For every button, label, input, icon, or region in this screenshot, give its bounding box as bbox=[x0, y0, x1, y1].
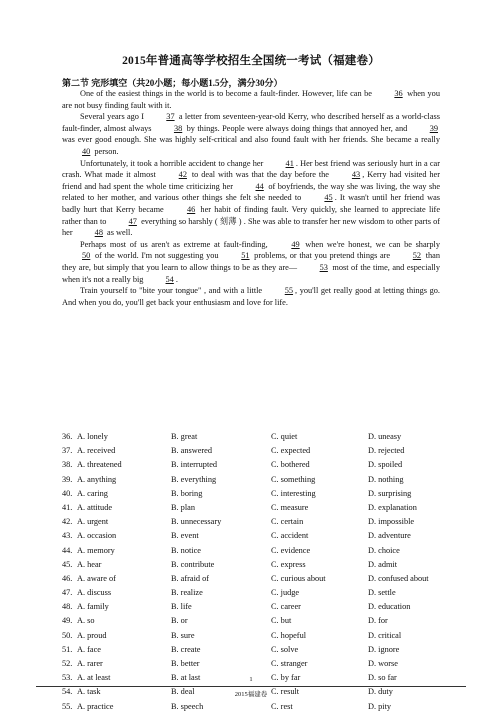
question-number: 40. bbox=[62, 488, 73, 498]
option-row bbox=[62, 475, 462, 489]
passage-text: Several years ago I bbox=[80, 112, 147, 122]
option-d: D. surprising bbox=[368, 488, 412, 498]
passage-text: was ever good enough. She was highly self-critical and also found fault with her friends. She became a really bbox=[62, 135, 440, 145]
option-d: D. for bbox=[368, 616, 388, 626]
option-d: D. worse bbox=[368, 659, 398, 668]
passage-paragraph bbox=[62, 285, 440, 308]
option-c: C. interesting bbox=[271, 488, 316, 498]
option-b: B. speech bbox=[171, 701, 204, 711]
option-row bbox=[62, 531, 462, 545]
option-b: B. event bbox=[171, 531, 199, 541]
option-c: C. hopeful bbox=[271, 630, 307, 640]
blank-number: 49 bbox=[291, 239, 300, 249]
passage-paragraph bbox=[62, 158, 440, 239]
option-d: D. nothing bbox=[368, 474, 404, 484]
question-number: 46. bbox=[62, 573, 73, 583]
passage-paragraph bbox=[62, 111, 440, 157]
blank-number: 52 bbox=[412, 251, 422, 261]
option-c: C. result bbox=[271, 687, 300, 697]
passage-text: to deal with was that the day before the bbox=[188, 170, 332, 180]
option-a: A. occasion bbox=[77, 531, 117, 541]
option-c: C. measure bbox=[271, 502, 309, 512]
option-c: C. bothered bbox=[271, 460, 310, 470]
passage-text: . Her best friend was seriously hurt in a car crash. What made it almost bbox=[62, 158, 440, 180]
question-number: 38. bbox=[62, 460, 73, 470]
option-row bbox=[62, 702, 462, 716]
option-d: D. settle bbox=[368, 588, 396, 598]
option-d: D. critical bbox=[368, 630, 402, 640]
option-a: A. lonely bbox=[77, 432, 108, 441]
option-a: A. so bbox=[77, 616, 95, 626]
question-number: 36. bbox=[62, 432, 73, 441]
option-c: C. something bbox=[271, 474, 316, 484]
option-c: C. rest bbox=[271, 701, 293, 711]
question-number: 55. bbox=[62, 701, 73, 711]
option-b: B. plan bbox=[171, 502, 195, 512]
option-row bbox=[62, 446, 462, 460]
option-row bbox=[62, 645, 462, 659]
passage-text: as well. bbox=[104, 228, 133, 238]
blank-number: 48 bbox=[94, 228, 103, 238]
blank-number: 53 bbox=[319, 262, 328, 272]
footer-text: 2015福建卷 bbox=[234, 691, 268, 698]
option-c: C. accident bbox=[271, 531, 309, 541]
passage-text: Perhaps most of us aren't as extreme at fault-finding, bbox=[80, 239, 272, 249]
passage-text: Train yourself to "bite your tongue" , and with a little bbox=[80, 286, 265, 296]
option-d: D. so far bbox=[368, 673, 397, 683]
option-c: C. stranger bbox=[271, 659, 308, 668]
blank-number: 43 bbox=[351, 170, 361, 180]
blank-number: 45 bbox=[324, 193, 333, 203]
option-d: D. uneasy bbox=[368, 432, 402, 441]
option-row bbox=[62, 503, 462, 517]
option-c: C. solve bbox=[271, 644, 299, 654]
passage-text: when you are not busy finding fault with it. bbox=[62, 89, 440, 110]
option-row bbox=[62, 602, 462, 616]
question-number: 42. bbox=[62, 517, 73, 527]
option-b: B. create bbox=[171, 644, 201, 654]
option-b: B. realize bbox=[171, 588, 203, 598]
option-b: B. deal bbox=[171, 687, 195, 697]
page-number: 1 bbox=[249, 676, 253, 683]
option-d: D. rejected bbox=[368, 446, 405, 456]
option-row bbox=[62, 460, 462, 474]
option-c: C. by far bbox=[271, 673, 301, 683]
question-number: 39. bbox=[62, 474, 73, 484]
option-a: A. threatened bbox=[77, 460, 122, 470]
option-a: A. received bbox=[77, 446, 116, 456]
passage-text: when we're honest, we can be sharply bbox=[301, 239, 440, 249]
passage-text: , you'll get really good at letting things go. And when you do, you'll get back your enthusiasm and love for life. bbox=[62, 286, 440, 307]
passage-text: by things. People were always doing things that annoyed her, and bbox=[184, 123, 410, 133]
passage-text: person. bbox=[92, 146, 119, 156]
option-c: C. career bbox=[271, 602, 301, 612]
passage-text: most of the time, and especially when it's not a really big bbox=[62, 262, 440, 284]
blank-number: 50 bbox=[82, 251, 91, 261]
cloze-passage bbox=[62, 88, 440, 308]
option-d: D. education bbox=[368, 602, 411, 612]
option-b: B. contribute bbox=[171, 559, 215, 569]
option-b: B. or bbox=[171, 616, 188, 626]
option-a: A. task bbox=[77, 687, 101, 697]
question-number: 41. bbox=[62, 502, 73, 512]
passage-paragraph bbox=[62, 88, 440, 111]
option-a: A. rarer bbox=[77, 659, 103, 668]
passage-text: of boyfriends, the way she was living, the way she related to her mother, and various other things she felt she needed to bbox=[62, 181, 440, 203]
option-a: A. proud bbox=[77, 630, 107, 640]
option-b: B. interrupted bbox=[171, 460, 218, 470]
option-b: B. notice bbox=[171, 545, 201, 555]
passage-text: of the world. I'm not suggesting you bbox=[92, 251, 222, 261]
option-c: C. quiet bbox=[271, 432, 298, 441]
option-d: D. duty bbox=[368, 687, 393, 697]
option-row bbox=[62, 546, 462, 560]
passage-text: everything so harshly ( 刻薄 ) . She was able to transfer her new wisdom to other parts of her bbox=[62, 216, 441, 238]
option-row bbox=[62, 616, 462, 630]
option-a: A. attitude bbox=[77, 502, 113, 512]
passage-text: . It wasn't until her friend was badly hurt that Kerry became bbox=[62, 193, 440, 214]
passage-text: problems, or that you pretend things are bbox=[251, 251, 393, 261]
blank-number: 42 bbox=[178, 170, 187, 180]
option-a: A. urgent bbox=[77, 517, 109, 527]
blank-number: 36 bbox=[394, 89, 403, 98]
question-number: 37. bbox=[62, 446, 73, 456]
passage-text: a letter from seventeen-year-old Kerry, who described herself as a world-class fault-finder, almost always bbox=[62, 112, 440, 133]
question-number: 50. bbox=[62, 630, 73, 640]
option-d: D. adventure bbox=[368, 531, 411, 541]
question-number: 47. bbox=[62, 588, 73, 598]
option-b: B. everything bbox=[171, 474, 217, 484]
passage-text: than they are, but simply that you learn to allow things to be as they are— bbox=[62, 251, 441, 272]
option-a: A. caring bbox=[77, 488, 108, 498]
option-c: C. but bbox=[271, 616, 292, 626]
option-row bbox=[62, 517, 462, 531]
option-b: B. afraid of bbox=[171, 573, 210, 583]
passage-text: One of the easiest things in the world is to become a fault-finder. However, life can be bbox=[80, 89, 375, 98]
option-a: A. face bbox=[77, 644, 101, 654]
blank-number: 46 bbox=[186, 204, 196, 214]
option-a: A. aware of bbox=[77, 573, 116, 583]
option-row bbox=[62, 489, 462, 503]
option-row bbox=[62, 659, 462, 673]
option-c: C. expected bbox=[271, 446, 311, 456]
blank-number: 55 bbox=[284, 286, 294, 296]
question-number: 54. bbox=[62, 687, 73, 697]
option-d: D. pity bbox=[368, 701, 392, 711]
blank-number: 39 bbox=[429, 123, 438, 133]
blank-number: 40 bbox=[82, 146, 91, 156]
option-c: C. evidence bbox=[271, 545, 311, 555]
question-number: 51. bbox=[62, 644, 73, 654]
option-b: B. answered bbox=[171, 446, 213, 456]
passage-text: . bbox=[175, 274, 178, 284]
passage-paragraph bbox=[62, 239, 440, 285]
option-b: B. unnecessary bbox=[171, 517, 222, 527]
option-row bbox=[62, 560, 462, 574]
blank-number: 47 bbox=[128, 216, 137, 226]
option-b: B. at last bbox=[171, 673, 201, 683]
answer-options bbox=[62, 432, 462, 716]
option-c: C. judge bbox=[271, 588, 300, 598]
option-d: D. spoiled bbox=[368, 460, 403, 470]
option-b: B. life bbox=[171, 602, 192, 612]
footer-divider bbox=[36, 686, 466, 687]
option-a: A. family bbox=[77, 602, 109, 612]
blank-number: 54 bbox=[165, 274, 174, 284]
passage-text: , Kerry had visited her friend and had spent the whole time criticizing her bbox=[62, 170, 440, 191]
option-row bbox=[62, 588, 462, 602]
option-b: B. great bbox=[171, 432, 198, 441]
option-row bbox=[62, 432, 462, 446]
option-d: D. ignore bbox=[368, 644, 400, 654]
option-b: B. better bbox=[171, 659, 200, 668]
option-row bbox=[62, 574, 462, 588]
passage-text: her habit of finding fault. Very quickly, she learned to appreciate life rather than to bbox=[62, 204, 441, 226]
exam-title: 2015年普通高等学校招生全国统一考试（福建卷） bbox=[122, 55, 380, 67]
option-a: A. anything bbox=[77, 474, 117, 484]
option-a: A. memory bbox=[77, 545, 115, 555]
option-a: A. at least bbox=[77, 673, 111, 683]
option-c: C. curious about bbox=[271, 573, 326, 583]
question-number: 53. bbox=[62, 673, 73, 683]
option-c: C. certain bbox=[271, 517, 304, 527]
blank-number: 37 bbox=[166, 112, 175, 122]
option-row bbox=[62, 631, 462, 645]
section-heading: 第二节 完形填空（共20小题；每小题1.5分，满分30分） bbox=[62, 78, 283, 88]
blank-number: 44 bbox=[255, 181, 264, 191]
option-d: D. choice bbox=[368, 545, 400, 555]
option-d: D. admit bbox=[368, 559, 398, 569]
option-c: C. express bbox=[271, 559, 306, 569]
question-number: 52. bbox=[62, 659, 73, 668]
option-a: A. practice bbox=[77, 701, 114, 711]
question-number: 45. bbox=[62, 559, 73, 569]
option-b: B. boring bbox=[171, 488, 203, 498]
option-d: D. explanation bbox=[368, 502, 417, 512]
blank-number: 38 bbox=[173, 123, 183, 133]
blank-number: 51 bbox=[241, 251, 250, 261]
blank-number: 41 bbox=[285, 158, 294, 168]
option-d: D. impossible bbox=[368, 517, 415, 527]
question-number: 43. bbox=[62, 531, 73, 541]
question-number: 49. bbox=[62, 616, 73, 626]
option-a: A. hear bbox=[77, 559, 102, 569]
option-a: A. discuss bbox=[77, 588, 112, 598]
passage-text: Unfortunately, it took a horrible accident to change her bbox=[80, 158, 266, 168]
question-number: 44. bbox=[62, 545, 73, 555]
option-d: D. confused about bbox=[368, 573, 429, 583]
question-number: 48. bbox=[62, 602, 73, 612]
option-b: B. sure bbox=[171, 630, 195, 640]
